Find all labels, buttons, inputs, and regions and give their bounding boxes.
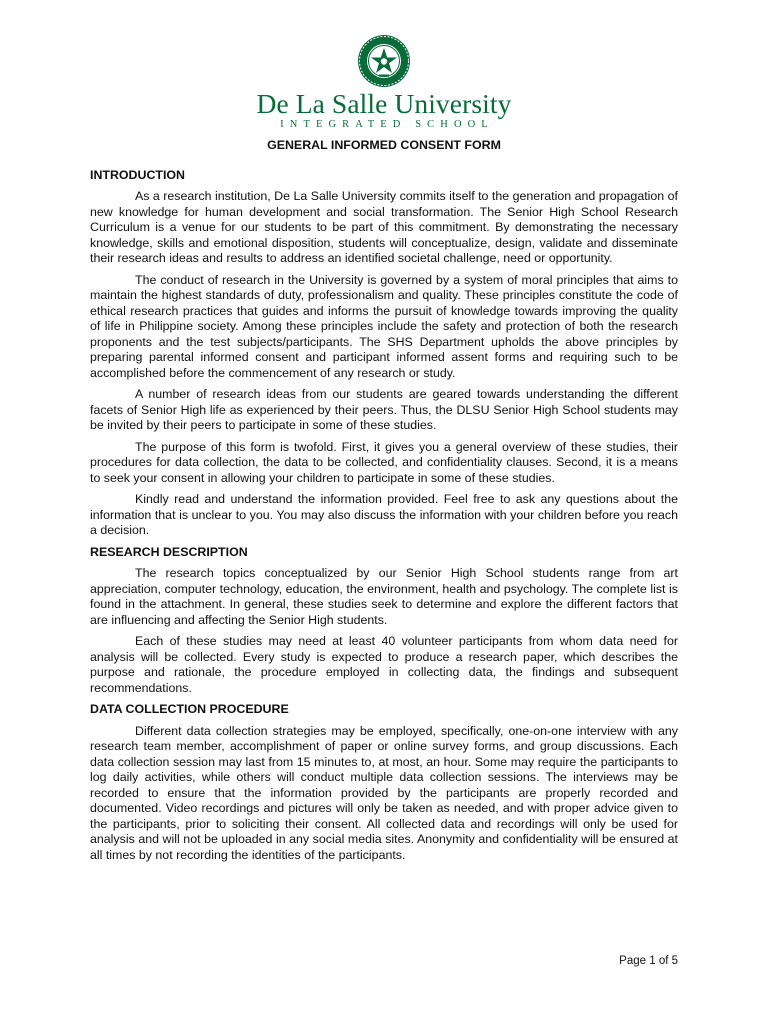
- document-body: [90, 138, 678, 869]
- form-title: GENERAL INFORMED CONSENT FORM: [267, 138, 501, 152]
- section-heading: INTRODUCTION: [90, 167, 185, 182]
- page-label: Page 1 of 5: [619, 955, 678, 967]
- section-introduction: [90, 168, 678, 539]
- paragraph: The purpose of this form is twofold. First, it gives you a general overview of these studies, their procedures for data collection, the data to be collected, and confidentiality clauses. Second, it is a means to seek your consent in allowing your children to participate in some of these studies.: [90, 439, 678, 485]
- university-name: De La Salle University: [256, 88, 512, 119]
- section-data-collection: [90, 702, 678, 863]
- section-heading: RESEARCH DESCRIPTION: [90, 544, 248, 559]
- paragraph: The research topics conceptualized by our Senior High School students range from art appreciation, computer technology, education, the environment, health and psychology. The complete list is found in the attachment. In general, these studies seek to determine and explore the different factors that are influencing and affecting the Senior High students.: [90, 566, 678, 627]
- section-research-description: [90, 545, 678, 697]
- school-name: INTEGRATED SCHOOL: [280, 119, 494, 130]
- section-heading: DATA COLLECTION PROCEDURE: [90, 702, 289, 716]
- dlsu-seal-icon: [357, 34, 411, 88]
- paragraph: The conduct of research in the University is governed by a system of moral principles that aims to maintain the highest standards of duty, professionalism and quality. These principles constitute the code of ethical research practices that guides and informs the pursuit of knowledge towards improving the quality of life in Philippine society. Among these principles include the safety and protection of both the research proponents and the test subjects/participants. The SHS Department upholds the above principles by preparing parental informed consent and participant informed assent forms and requiring such to be accomplished before the commencement of any research or study.: [90, 272, 678, 380]
- page-number: [619, 955, 678, 967]
- letterhead: [0, 34, 768, 130]
- paragraph: A number of research ideas from our students are geared towards understanding the different facets of Senior High life as experienced by their peers. Thus, the DLSU Senior High School students may be invited by their peers to participate in some of these studies.: [90, 387, 678, 432]
- paragraph: Each of these studies may need at least 40 volunteer participants from whom data need for analysis will be collected. Every study is expected to produce a research paper, which describes the purpose and rationale, the procedure employed in collecting data, the findings and subsequent recommendations.: [90, 634, 678, 695]
- paragraph: Kindly read and understand the information provided. Feel free to ask any questions about the information that is unclear to you. You may also discuss the information with your children before you reach a decision.: [90, 492, 678, 537]
- paragraph: As a research institution, De La Salle University commits itself to the generation and propagation of new knowledge for human development and social transformation. The Senior High School Research Curriculum is a venue for our students to be part of this commitment. By demonstrating the necessary knowledge, skills and emotional disposition, students will conceptualize, design, validate and disseminate their research ideas and results to address an identified societal challenge, need or opportunity.: [90, 189, 678, 265]
- paragraph: Different data collection strategies may be employed, specifically, one-on-one interview with any research team member, accomplishment of paper or online survey forms, and group discussions. Each data collection session may last from 15 minutes to, at most, an hour. Some may require the participants to log daily activities, while others will conduct multiple data collection sessions. The interviews may be recorded to ensure that the information provided by the participants are properly recorded and documented. Video recordings and pictures will only be taken as needed, and with proper advice given to the participants, prior to soliciting their consent. All collected data and recordings will only be used for analysis and will not be uploaded in any social media sites. Anonymity and confidentiality will be ensured at all times by not recording the identities of the participants.: [90, 723, 678, 862]
